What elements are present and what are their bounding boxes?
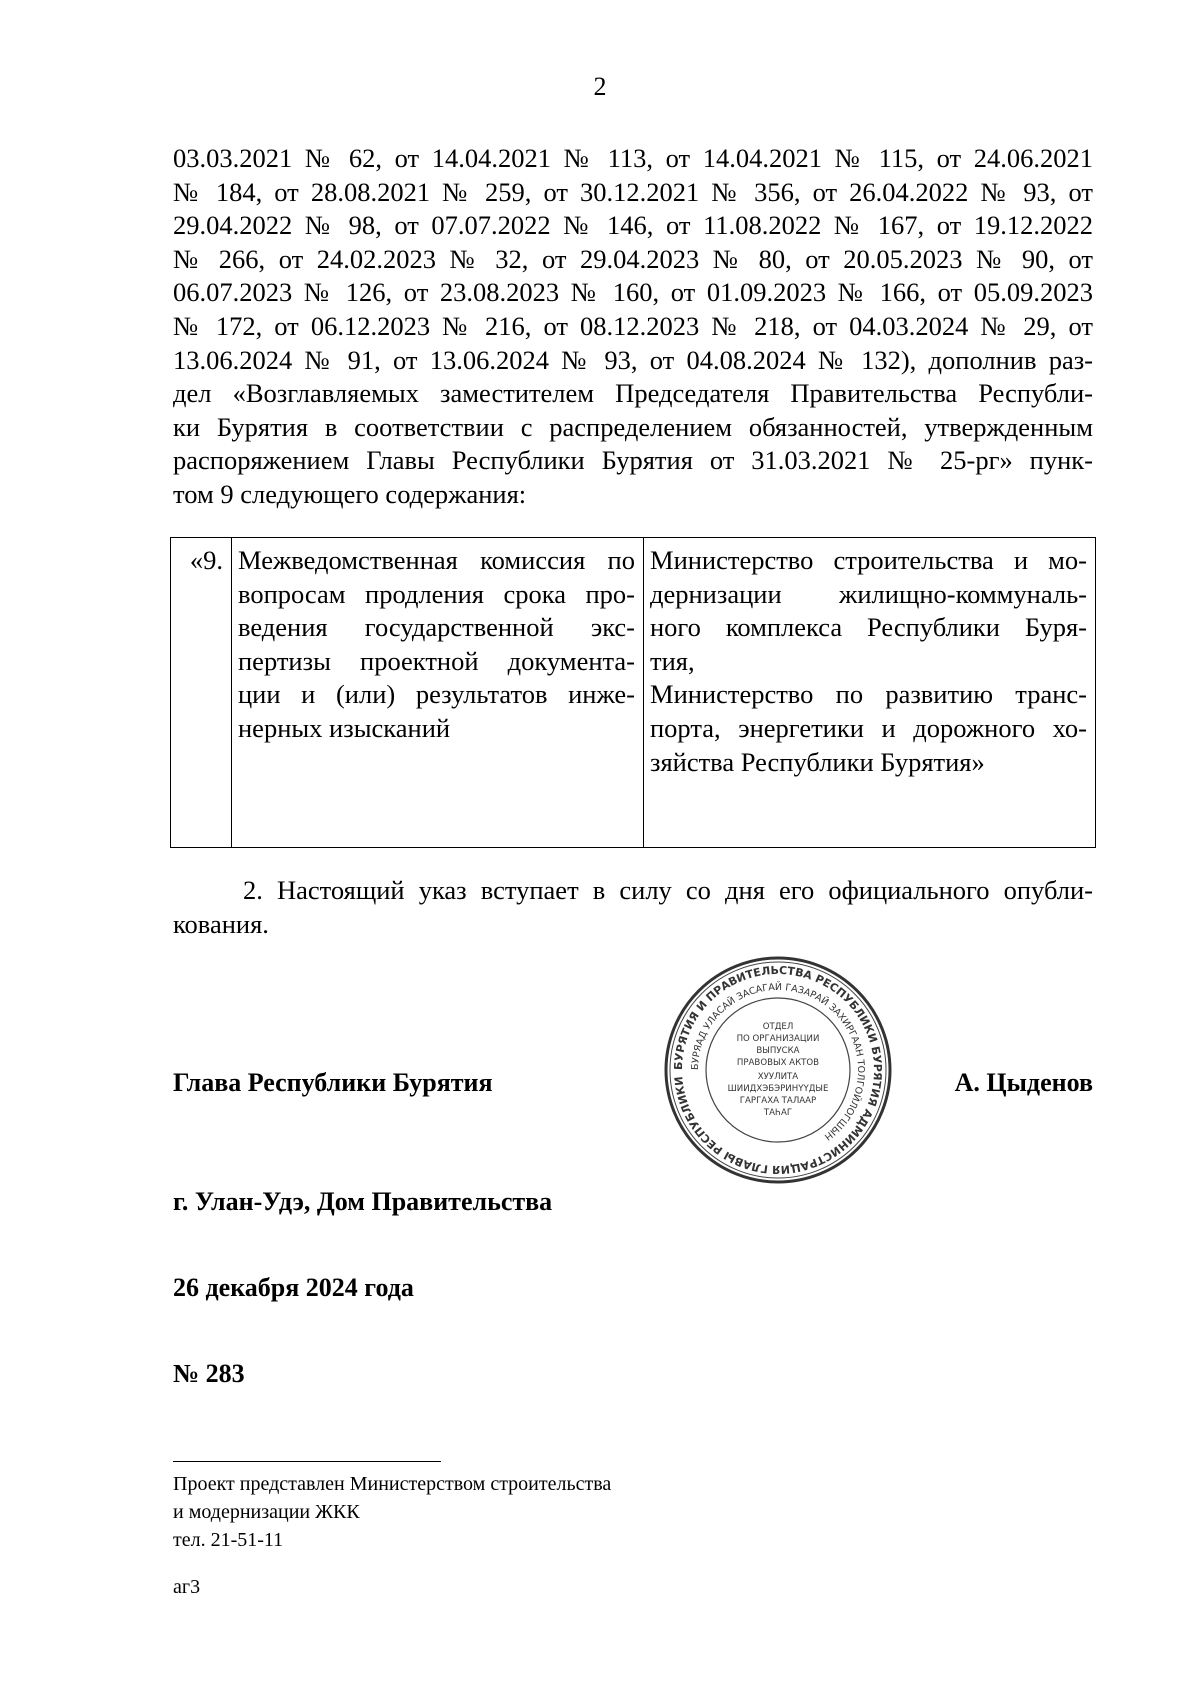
signatory-name: А. Цыденов <box>954 1068 1093 1097</box>
ministry-line: порта, энергетики и дорожного хо- <box>650 712 1087 743</box>
ministry-line: ного комплекса Республики Буря- <box>650 612 1087 643</box>
item-number: «9. <box>189 545 223 575</box>
ministry-line: дернизации жилищно-коммуналь- <box>650 578 1087 609</box>
seal-outer-text: БУРЯТИЯ И ПРАВИТЕЛЬСТВА РЕСПУБЛИКИ БУРЯТИЯ АДМИНИСТРАЦИЯ ГЛАВЫ РЕСПУБЛИКИ <box>671 963 885 1177</box>
place-of-signing: г. Улан-Удэ, Дом Правительства <box>173 1187 553 1216</box>
intro-line: дел «Возглавляемых заместителем Председателя Правительства Республи- <box>173 378 1093 409</box>
intro-line: 03.03.2021 № 62, от 14.04.2021 № 113, от 14.04.2021 № 115, от 24.06.2021 <box>173 143 1093 173</box>
intro-paragraph <box>173 142 1093 512</box>
intro-line: том 9 следующего содержания: <box>173 478 527 509</box>
ministry-line: Министерство по развитию транс- <box>650 679 1087 710</box>
responsible-ministry-cell <box>644 538 1096 848</box>
intro-line: ки Бурятия в соответствии с распределением обязанностей, утвержденным <box>173 411 1093 442</box>
intro-line: 13.06.2024 № 91, от 13.06.2024 № 93, от 04.08.2024 № 132), дополнив раз- <box>173 344 1093 375</box>
footnote-line: тел. 21-51-11 <box>173 1529 284 1551</box>
seal-inner-text: БУРЯАД УЛАСАЙ ЗАСАГАЙ ГАЗАРАЙ ЗАХИРГААН ТОЛГОЙЛОГШЫН <box>689 981 867 1143</box>
svg-text:БУРЯТИЯ И ПРАВИТЕЛЬСТВА РЕСПУБ <box>672 964 884 1176</box>
decree-date: 26 декабря 2024 года <box>173 1273 414 1302</box>
intro-line: распоряжением Главы Республики Бурятия от 31.03.2021 № 25-рг» пунк- <box>173 445 1093 476</box>
footnote-divider <box>173 1461 441 1462</box>
footnote-line: и модернизации ЖКК <box>173 1501 360 1523</box>
signatory-title: Глава Республики Бурятия <box>173 1068 493 1097</box>
decree-number: № 283 <box>173 1359 245 1388</box>
intro-line: 06.07.2023 № 126, от 23.08.2023 № 160, от 01.09.2023 № 166, от 05.09.2023 <box>173 277 1093 308</box>
official-seal-stamp <box>663 955 893 1185</box>
seal-center-line: ТАҺАГ <box>763 1108 793 1118</box>
commission-name-line: вопросам продления срока про- <box>238 578 635 609</box>
table-row <box>171 538 1096 848</box>
seal-center-line: ПО ОРГАНИЗАЦИИ <box>736 1034 820 1044</box>
ministry-line: Министерство строительства и мо- <box>650 545 1087 575</box>
seal-center-line: ХУУЛИТА <box>757 1072 799 1082</box>
ministry-line: зяйства Республики Бурятия» <box>650 746 985 777</box>
clause-2 <box>173 874 1093 941</box>
commission-name-line: Межведомственная комиссия по <box>238 545 635 575</box>
seal-center-line: ШИИДХЭБЭРИНҮҮДЫЕ <box>727 1084 829 1094</box>
clause-line: кования. <box>173 908 269 939</box>
seal-center-line: ВЫПУСКА <box>756 1046 800 1056</box>
intro-line: 29.04.2022 № 98, от 07.07.2022 № 146, от 11.08.2022 № 167, от 19.12.2022 <box>173 210 1093 241</box>
clause-line: 2. Настоящий указ вступает в силу со дня его официального опубли- <box>243 875 1093 905</box>
author-code: аг3 <box>173 1576 201 1598</box>
commission-name-line: ведения государственной экс- <box>238 612 635 643</box>
intro-line: № 172, от 06.12.2023 № 216, от 08.12.2023 № 218, от 04.03.2024 № 29, от <box>173 310 1093 341</box>
ministry-line: тия, <box>650 645 695 676</box>
page-number: 2 <box>593 72 607 101</box>
seal-center-line: ГАРГАХА ТАЛААР <box>739 1096 817 1106</box>
seal-center-line: ПРАВОВЫХ АКТОВ <box>736 1058 820 1068</box>
commission-name-line: пертизы проектной документа- <box>238 645 635 676</box>
seal-center-line: ОТДЕЛ <box>762 1022 794 1032</box>
commission-name-cell <box>232 538 644 848</box>
commission-name-line: ции и (или) результатов инже- <box>238 679 635 710</box>
footnote-line: Проект представлен Министерством строительства <box>173 1473 612 1495</box>
item-number-cell <box>171 538 232 848</box>
intro-line: № 266, от 24.02.2023 № 32, от 29.04.2023 № 80, от 20.05.2023 № 90, от <box>173 243 1093 274</box>
amendment-table <box>170 537 1096 848</box>
footnote <box>173 1470 611 1554</box>
commission-name-line: нерных изысканий <box>238 712 451 743</box>
intro-line: № 184, от 28.08.2021 № 259, от 30.12.2021 № 356, от 26.04.2022 № 93, от <box>173 176 1093 207</box>
